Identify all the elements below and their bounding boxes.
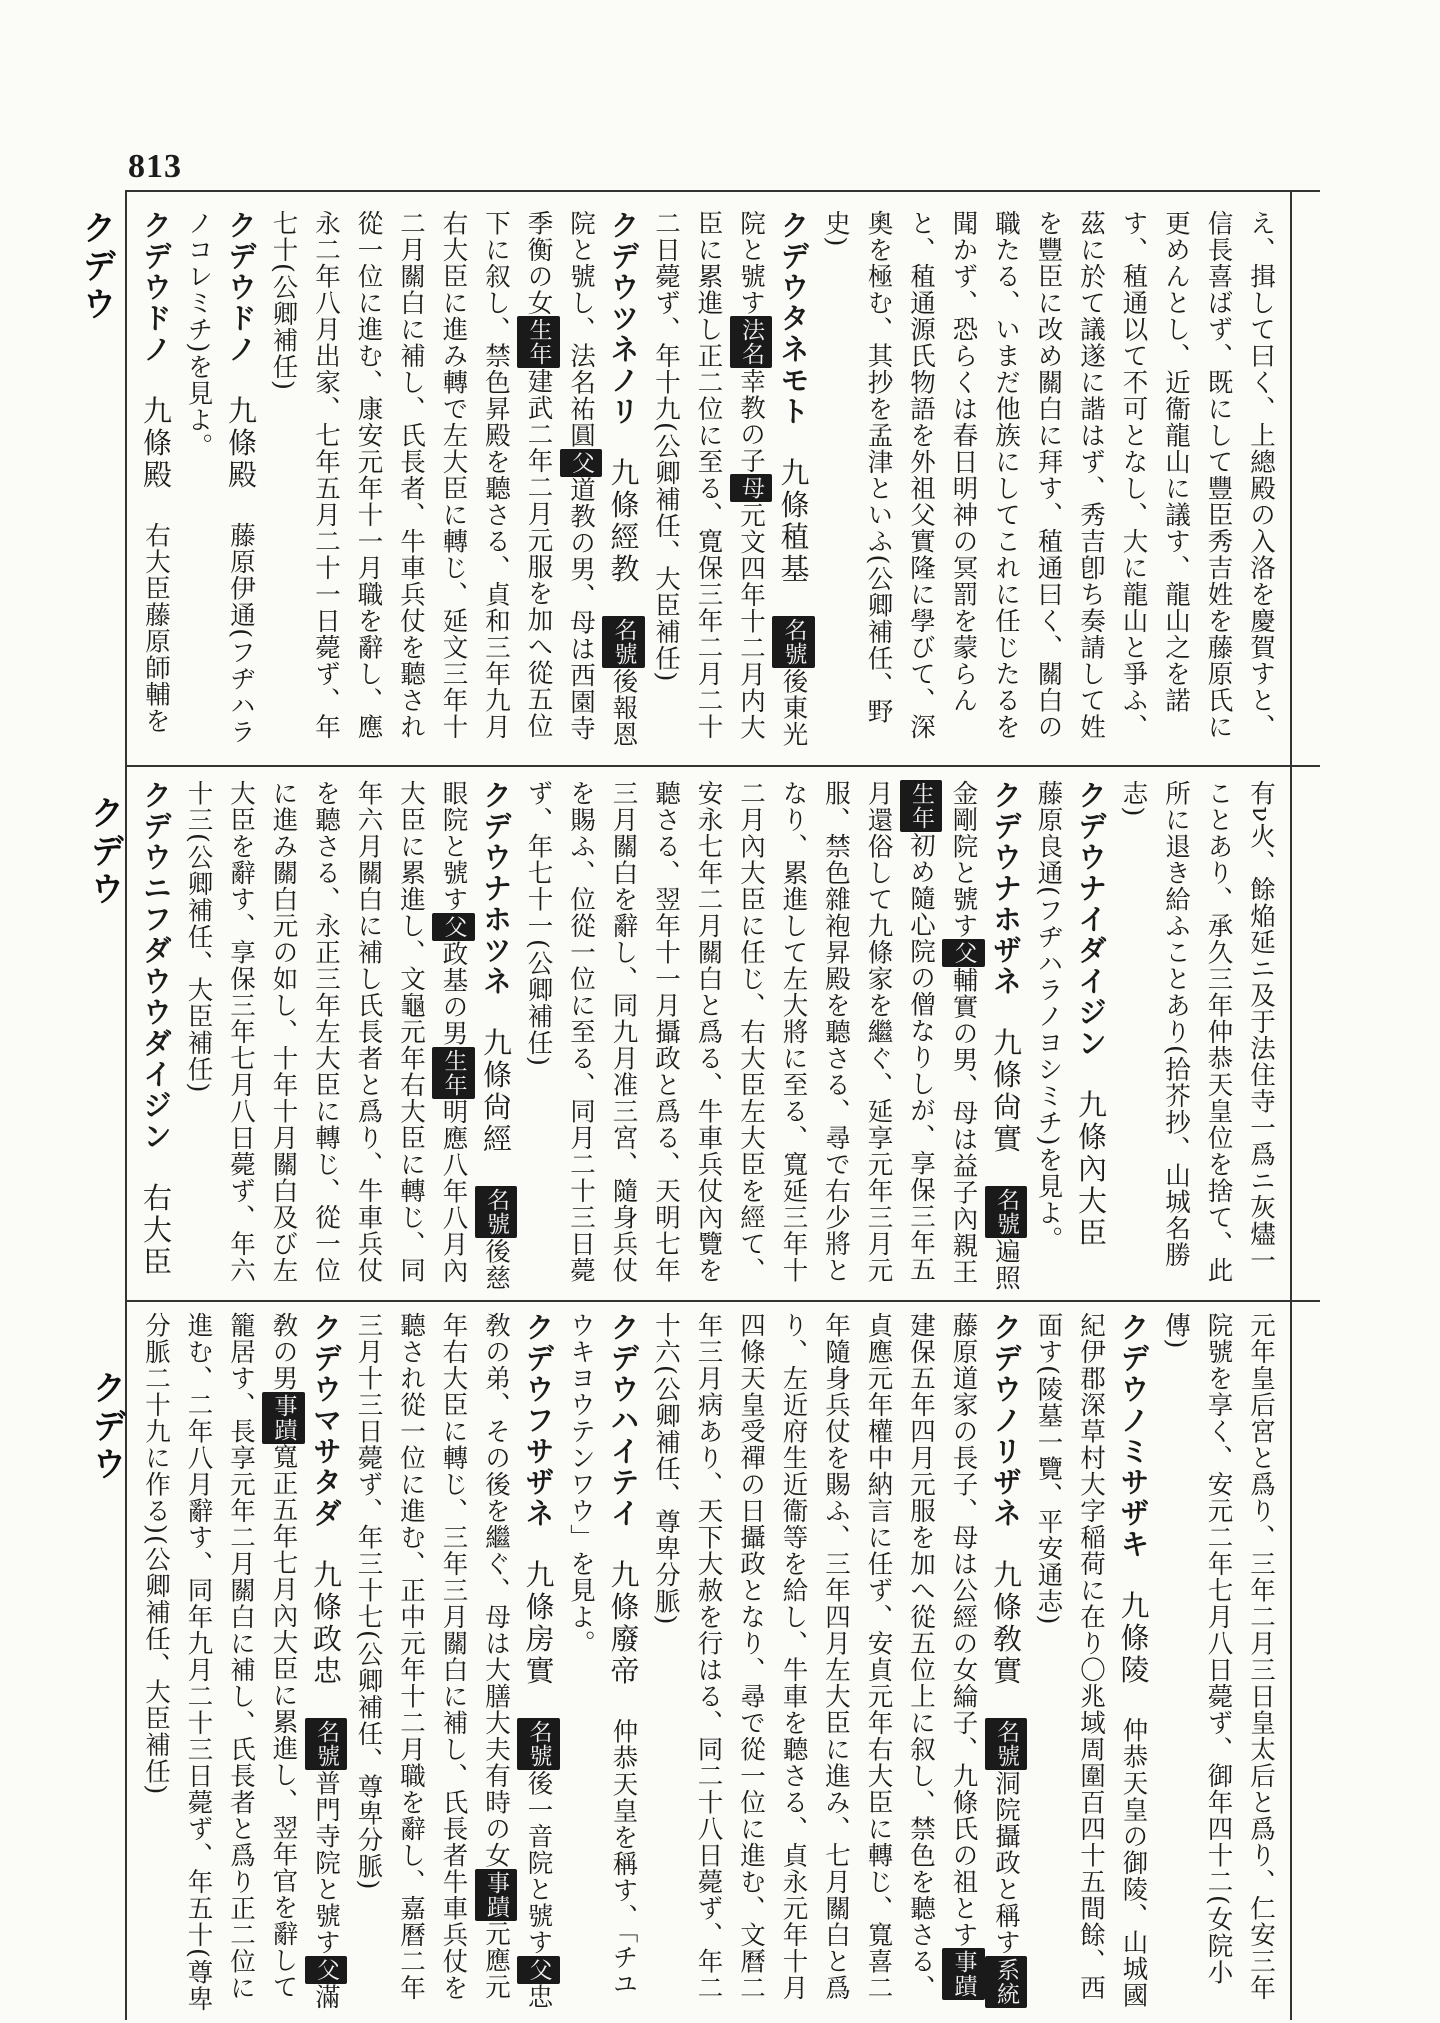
tier-divider-2 [125,1300,1320,1302]
entry-kujo-tanemoto [645,210,815,758]
entry-title: 九條內大臣 [1074,1089,1108,1250]
entry-title: 九條政忠 [309,1559,343,1688]
section-badge: 名號 [602,616,645,668]
entry-heading: クデウノリザネ [989,1312,1023,1529]
entry-title: 九條殿 [139,395,173,492]
entry-title: 九條房實 [521,1559,556,1688]
section-badge: 事蹟 [475,1869,518,1921]
entry-kujo-naidaijin [1027,780,1112,1292]
entry-text: 寬正五年七月內大臣に累進し、翌年官を辭して籠居す、長享元年二月關白に補し、氏長者と爲り正二位に進む、二年八月辭す、同年九月二十三日薨ず、年五十(尊卑分脈二十九に作る)(公卿補任、大臣補任) [141,1312,299,2012]
section-badge: 事蹟 [262,1392,305,1444]
entry-heading: クデウニフダウウダイジン [139,780,173,1152]
section-badge: 父 [305,1956,348,1984]
section-badge: 名號 [985,1186,1028,1238]
section-badge: 名號 [985,1718,1028,1770]
entry-kujo-nyudo-udaijin [132,780,177,1292]
margin-head-tier1: クデウ [76,210,116,324]
entry-title: 九條廢帝 [606,1559,641,1688]
entry-heading: クデウフサザネ [521,1312,556,1529]
entry-heading: クデウマサタダ [309,1312,343,1529]
entry-text: 右大臣藤原師輔を [141,522,171,735]
entry-heading: クデウドノ [139,210,173,365]
tier-divider-1 [125,765,1320,767]
entry-text: 政基の男 [438,940,469,1047]
entry-title: 九條陵 [1116,1590,1151,1687]
section-badge: 父 [432,913,475,941]
page-number: 813 [128,148,182,185]
entry-title: 九條殿 [224,395,258,492]
entry-text: 藤原道家の長子、母は公經の女綸子、九條氏の祖とす [948,1312,979,1948]
entry-text: 滿敎の男 [268,1312,341,2011]
entry-title: 九條尙實 [989,1027,1023,1156]
entry-text: 仲恭天皇を稱す、「チユウキヨウテンワウ」を見よ。 [566,1312,639,1997]
entry-title: 九條尙經 [479,1027,513,1156]
margin-head-tier3: クデウ [86,1370,126,1484]
entry-kujo-masatada [135,1312,348,2017]
entry-text: 後慈眼院と號す [438,780,511,1292]
section-badge: 名號 [517,1718,560,1770]
entry-text: 藤原良通(フヂハラノヨシミチ)を見よ。 [1033,780,1064,1253]
entry-text: 洞院攝政と稱す [991,1770,1021,1956]
tier-3 [132,1312,1282,2017]
entry-title: 九條稙基 [776,457,811,586]
entry-text: 道教の男、母は西園寺季衡の女 [523,210,596,742]
entry-text: 仲恭天皇の御陵、山城國紀伊郡深草村大字稲荷に在り〇兆域周圍百四十五間餘、西面す(陵墓一覽、平安通志) [1033,1312,1149,2009]
section-badge: 名號 [772,616,815,668]
entry-heading: クデウナホツネ [479,780,513,997]
entry-text: 遍照金剛院と號す [948,780,1021,1292]
entry-text: 建保五年四月元服を加へ從五位上に叙し、禁色を聽さる、貞應元年權中納言に任ず、安貞元年右大臣に轉じ、寬喜二年隨身兵仗を賜ふ、三年四月左大臣に進み、七月關白と爲り、左近府生近衞等を給し、牛車を聽さる、貞永元年十月四條天皇受禪の日攝政となり、尋で從一位に進む、文曆二年三月病あり、天下大赦を行はる、同二十八日薨ず、年二十六(公卿補任、尊卑分脈) [651,1312,936,2001]
entry-kujo-dono-1 [177,210,262,758]
entry-text: 藤原伊通(フヂハラノコレミチ)を見よ。 [183,210,256,746]
outer-rule [1290,190,1292,2020]
entry-text: 元文四年十二月内大臣に累進し正二位に至る、寛保三年二月二十二日薨ず、年十九(公卿補任、大臣補任) [651,210,766,741]
entry-kujo-fusazane [347,1312,560,2017]
entry-heading: クデウドノ [224,210,258,365]
entry-kujo-dono-2 [132,210,177,758]
entry-text: 後報恩院と號し、法名祐圓 [566,210,639,748]
entry-heading: クデウツネノリ [606,210,641,427]
section-badge: 母 [730,474,773,502]
section-badge: 事蹟 [942,1948,985,2000]
entry-kujo-no-misasagi [1027,1312,1155,2017]
section-badge: 生年 [432,1047,475,1099]
section-badge: 生年 [517,316,560,368]
entry-kujo-haitei [560,1312,645,2017]
entry-kujo-naozane [517,780,1027,1292]
entry-text: 明應八年八月內大臣に累進し、文龜元年右大臣に轉じ、同年六月關白に補し氏長者と爲り、牛車兵仗を聽さる、永正三年左大臣に轉じ、從一位に進み關白元の如し、十年十月關白及び左大臣を辭す、享保三年七月八日薨ず、年六十三(公卿補任、大臣補任) [183,780,469,1284]
entry-heading: クデウハイテイ [606,1312,641,1529]
entry-heading: クデウタネモト [776,210,811,427]
section-badge: 父 [942,939,985,967]
section-badge: 法名 [730,316,773,368]
entry-text: 輔實の男、母は益子內親王 [948,967,979,1285]
entry-text: 後東光院と號す [736,210,809,748]
section-badge: 名號 [475,1186,518,1238]
entry-text: 後一音院と號す [523,1770,554,1956]
continued-text: 元年皇后宮と爲り、三年二月三日皇太后と爲り、仁安三年院號を享く、安元二年七月八日薨ず、御年四十二(女院小傳) [1161,1312,1276,2001]
entry-text: 普門寺院と號す [311,1770,341,1956]
continued-text: え、揖して曰く、上總殿の入洛を慶賀すと、信長喜ばず、既にして豐臣秀吉姓を藤原氏に更めんとし、近衞龍山に議す、龍山之を諾す、稙通以て不可となし、大に龍山と爭ふ、茲に於て議遂に諧はず、秀吉卽ち奏請して姓を豐臣に改め關白に拜す、稙通曰く、關白の職たる、いまだ他族にしてこれに任じたるを聞かず、恐らくは春日明神の冥罰を蒙らんと、稙通源氏物語を外祖父實隆に學びて、深奧を極む、其抄を孟津といふ(公卿補任、野史) [821,210,1276,740]
section-badge: 名號 [305,1718,348,1770]
entry-heading: クデウノミサザキ [1116,1312,1151,1560]
continued-text: 有ν火、餘焔延ニ及于法住寺一爲ニ灰燼一ことあり、承久三年仲恭天皇位を捨て、此所に退き給ふことあり(拾芥抄、山城名勝志) [1118,780,1276,1284]
section-badge: 系統 [985,1956,1028,2008]
entry-text: 建武二年二月元服を加へ從五位下に叙し、禁色昇殿を聽さる、貞和三年九月右大臣に進み轉で左大臣に轉じ、延文三年十二月關白に補し、氏長者、牛車兵仗を聽され從一位に進む、康安元年十一月職を辭し、應永二年八月出家、七年五月二十一日薨ず、年七十(公卿補任) [268,210,554,740]
tier-2 [132,780,1282,1292]
entry-text: 幸教の子 [736,368,766,474]
entry-heading: クデウナホザネ [989,780,1023,997]
section-badge: 父 [517,1956,560,1984]
entry-title: 九條經教 [606,457,641,586]
entry-text: 初め隨心院の僧なりしが、享保三年五月還俗して九條家を繼ぐ、延享元年三月元服、禁色雜袍昇殿を聽さる、尋で右少將となり、累進して左大將に至る、寬延三年十二月內大臣に任じ、右大臣左大臣を經て、安永七年二月關白と爲る、牛車兵仗內覽を聽さる、翌年十一月攝政と爲る、天明七年三月關白を辭し、同九月准三宮、隨身兵仗を賜ふ、位從一位に至る、同月二十三日薨ず、年七十一(公卿補任) [523,780,936,1284]
entry-heading: クデウナイダイジン [1074,780,1108,1059]
tier-1 [132,210,1282,758]
entry-kujo-tsunenori [262,210,645,758]
section-badge: 父 [560,449,603,477]
entry-title-prefix: 右大臣 [139,1182,173,1279]
entry-title: 九條敎實 [989,1559,1023,1688]
entry-kujo-norizane [645,1312,1028,2017]
entry-text: 元應元年右大臣に轉じ、三年三月關白に補し、氏長者牛車兵仗を聽され從一位に進む、正中元年十二月職を辭し、嘉曆二年三月十三日薨ず、年三十七(公卿補任、尊卑分脈) [353,1312,511,2001]
entry-kujo-naotsune [177,780,517,1292]
section-badge: 生年 [900,780,943,832]
margin-head-tier2: クデウ [84,795,124,909]
entry-text: 忠敎の弟、その後を繼ぐ、母は大膳大夫有時の女 [481,1312,554,2011]
